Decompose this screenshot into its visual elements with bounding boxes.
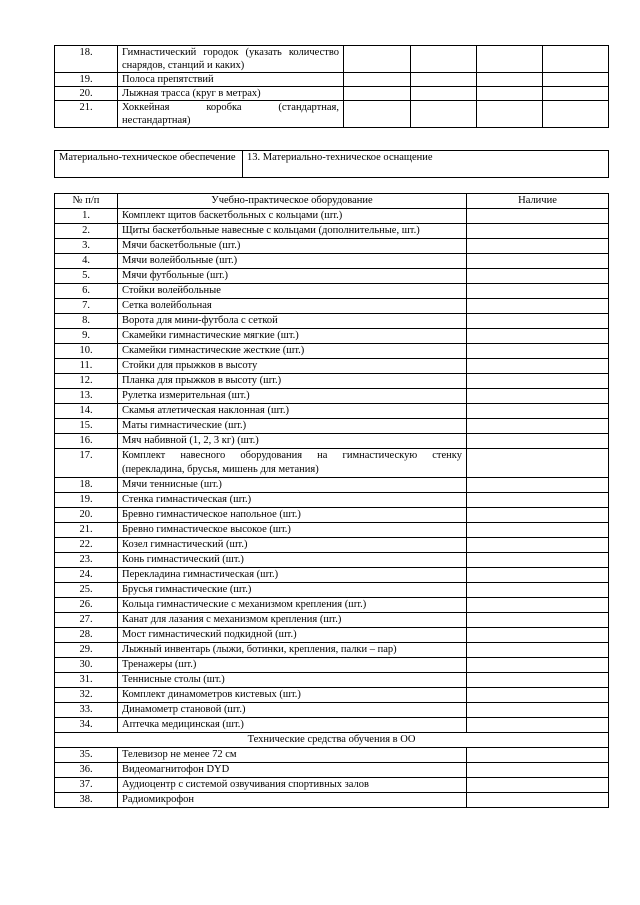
table-row: [55, 87, 609, 101]
row-number: 13.: [55, 389, 118, 404]
availability-cell: [467, 703, 609, 718]
table-row: [55, 748, 609, 763]
table-row: [55, 269, 609, 284]
availability-cell: [467, 688, 609, 703]
column-header-number: № п/п: [55, 194, 118, 209]
equipment-name: Брусья гимнастические (шт.): [118, 583, 467, 598]
table-row: [55, 344, 609, 359]
availability-cell: [467, 628, 609, 643]
row-number: 25.: [55, 583, 118, 598]
table-row: [55, 628, 609, 643]
row-number: 19.: [55, 73, 118, 87]
row-number: 30.: [55, 658, 118, 673]
availability-cell: [467, 299, 609, 314]
availability-cell: [467, 239, 609, 254]
availability-cell: [467, 344, 609, 359]
availability-cell: [467, 478, 609, 493]
equipment-name: Бревно гимнастическое напольное (шт.): [118, 508, 467, 523]
row-number: 26.: [55, 598, 118, 613]
table-row: [55, 538, 609, 553]
row-number: 18.: [55, 478, 118, 493]
equipment-name: Мячи футбольные (шт.): [118, 269, 467, 284]
equipment-name: Комплект динамометров кистевых (шт.): [118, 688, 467, 703]
availability-cell: [467, 643, 609, 658]
equipment-name: Сетка волейбольная: [118, 299, 467, 314]
row-number: 33.: [55, 703, 118, 718]
empty-cell: [477, 101, 543, 128]
empty-cell: [344, 73, 411, 87]
equipment-name: Мячи баскетбольные (шт.): [118, 239, 467, 254]
row-number: 3.: [55, 239, 118, 254]
table-row: [55, 583, 609, 598]
row-text: Гимнастический городок (указать количество снарядов, станций и каких): [118, 46, 344, 73]
table-row: [55, 568, 609, 583]
table-row: [55, 793, 609, 808]
availability-cell: [467, 568, 609, 583]
row-number: 14.: [55, 404, 118, 419]
availability-cell: [467, 673, 609, 688]
equipment-name: Динамометр становой (шт.): [118, 703, 467, 718]
section-category: Материально-техническое обеспечение: [55, 151, 243, 178]
row-number: 8.: [55, 314, 118, 329]
empty-cell: [344, 101, 411, 128]
table-row: [55, 658, 609, 673]
equipment-name: Скамейки гимнастические жесткие (шт.): [118, 344, 467, 359]
table-row: [55, 718, 609, 733]
availability-cell: [467, 329, 609, 344]
equipment-name: Ворота для мини-футбола с сеткой: [118, 314, 467, 329]
availability-cell: [467, 748, 609, 763]
empty-cell: [344, 87, 411, 101]
availability-cell: [467, 314, 609, 329]
availability-cell: [467, 598, 609, 613]
equipment-name: Скамья атлетическая наклонная (шт.): [118, 404, 467, 419]
empty-cell: [344, 46, 411, 73]
empty-cell: [411, 73, 477, 87]
equipment-name: Теннисные столы (шт.): [118, 673, 467, 688]
table-row: [55, 493, 609, 508]
availability-cell: [467, 553, 609, 568]
table-row: [55, 101, 609, 128]
equipment-name: Лыжный инвентарь (лыжи, ботинки, крепления, палки – пар): [118, 643, 467, 658]
table-row: [55, 359, 609, 374]
row-number: 21.: [55, 523, 118, 538]
row-number: 32.: [55, 688, 118, 703]
row-text: Хоккейная коробка (стандартная, нестандартная): [118, 101, 344, 128]
row-number: 22.: [55, 538, 118, 553]
row-number: 6.: [55, 284, 118, 299]
table-header-row: [55, 194, 609, 209]
table-row: [55, 299, 609, 314]
availability-cell: [467, 209, 609, 224]
empty-cell: [411, 46, 477, 73]
equipment-name: Комплект щитов баскетбольных с кольцами (шт.): [118, 209, 467, 224]
availability-cell: [467, 763, 609, 778]
table-row: [55, 389, 609, 404]
equipment-name: Стойки волейбольные: [118, 284, 467, 299]
availability-cell: [467, 583, 609, 598]
row-number: 4.: [55, 254, 118, 269]
row-number: 17.: [55, 449, 118, 478]
row-text: Полоса препятствий: [118, 73, 344, 87]
equipment-name: Аудиоцентр с системой озвучивания спортивных залов: [118, 778, 467, 793]
equipment-name: Козел гимнастический (шт.): [118, 538, 467, 553]
equipment-name: Скамейки гимнастические мягкие (шт.): [118, 329, 467, 344]
equipment-name: Перекладина гимнастическая (шт.): [118, 568, 467, 583]
availability-cell: [467, 538, 609, 553]
table-row: [55, 314, 609, 329]
table-row: [55, 778, 609, 793]
availability-cell: [467, 718, 609, 733]
row-number: 7.: [55, 299, 118, 314]
empty-cell: [477, 73, 543, 87]
column-header-availability: Наличие: [467, 194, 609, 209]
row-number: 15.: [55, 419, 118, 434]
table-row: [55, 449, 609, 478]
equipment-name: Конь гимнастический (шт.): [118, 553, 467, 568]
equipment-name: Мост гимнастический подкидной (шт.): [118, 628, 467, 643]
row-number: 10.: [55, 344, 118, 359]
row-number: 20.: [55, 87, 118, 101]
empty-cell: [543, 101, 609, 128]
equipment-name: Комплект навесного оборудования на гимнастическую стенку (перекладина, брусья, мишень для метания): [118, 449, 467, 478]
subsection-heading: Технические средства обучения в ОО: [55, 733, 609, 748]
availability-cell: [467, 613, 609, 628]
empty-cell: [543, 73, 609, 87]
section-title: 13. Материально-техническое оснащение: [243, 151, 609, 178]
availability-cell: [467, 284, 609, 299]
row-number: 37.: [55, 778, 118, 793]
empty-cell: [543, 46, 609, 73]
equipment-name: Мячи теннисные (шт.): [118, 478, 467, 493]
table-row: [55, 523, 609, 538]
table-row: [55, 553, 609, 568]
availability-cell: [467, 359, 609, 374]
equipment-name: Стойки для прыжков в высоту: [118, 359, 467, 374]
availability-cell: [467, 508, 609, 523]
table-row: [55, 478, 609, 493]
empty-cell: [411, 101, 477, 128]
table-row: [55, 434, 609, 449]
row-number: 24.: [55, 568, 118, 583]
row-number: 29.: [55, 643, 118, 658]
availability-cell: [467, 269, 609, 284]
empty-cell: [411, 87, 477, 101]
row-number: 20.: [55, 508, 118, 523]
equipment-name: Видеомагнитофон DYD: [118, 763, 467, 778]
availability-cell: [467, 404, 609, 419]
subsection-row: [55, 733, 609, 748]
table-row: [55, 151, 609, 178]
row-number: 9.: [55, 329, 118, 344]
row-number: 36.: [55, 763, 118, 778]
availability-cell: [467, 778, 609, 793]
equipment-name: Планка для прыжков в высоту (шт.): [118, 374, 467, 389]
equipment-name: Рулетка измерительная (шт.): [118, 389, 467, 404]
table-row: [55, 46, 609, 73]
equipment-name: Мячи волейбольные (шт.): [118, 254, 467, 269]
equipment-name: Аптечка медицинская (шт.): [118, 718, 467, 733]
equipment-name: Телевизор не менее 72 см: [118, 748, 467, 763]
table-row: [55, 673, 609, 688]
table-row: [55, 329, 609, 344]
empty-cell: [477, 46, 543, 73]
equipment-table: [54, 193, 609, 808]
table-row: [55, 404, 609, 419]
row-number: 27.: [55, 613, 118, 628]
equipment-name: Мяч набивной (1, 2, 3 кг) (шт.): [118, 434, 467, 449]
table-row: [55, 73, 609, 87]
row-number: 19.: [55, 493, 118, 508]
row-number: 38.: [55, 793, 118, 808]
equipment-name: Канат для лазания с механизмом крепления (шт.): [118, 613, 467, 628]
equipment-name: Щиты баскетбольные навесные с кольцами (дополнительные, шт.): [118, 224, 467, 239]
equipment-name: Маты гимнастические (шт.): [118, 419, 467, 434]
row-number: 16.: [55, 434, 118, 449]
equipment-name: Стенка гимнастическая (шт.): [118, 493, 467, 508]
table-row: [55, 224, 609, 239]
table-row: [55, 374, 609, 389]
equipment-name: Радиомикрофон: [118, 793, 467, 808]
table-row: [55, 688, 609, 703]
row-number: 5.: [55, 269, 118, 284]
table-row: [55, 254, 609, 269]
equipment-name: Кольца гимнастические с механизмом крепления (шт.): [118, 598, 467, 613]
availability-cell: [467, 493, 609, 508]
row-number: 28.: [55, 628, 118, 643]
table-row: [55, 613, 609, 628]
row-number: 34.: [55, 718, 118, 733]
row-number: 18.: [55, 46, 118, 73]
table-row: [55, 239, 609, 254]
table-row: [55, 419, 609, 434]
availability-cell: [467, 254, 609, 269]
table-row: [55, 508, 609, 523]
empty-cell: [477, 87, 543, 101]
table-row: [55, 598, 609, 613]
availability-cell: [467, 449, 609, 478]
empty-cell: [543, 87, 609, 101]
availability-cell: [467, 374, 609, 389]
facilities-table: [54, 45, 609, 128]
availability-cell: [467, 224, 609, 239]
row-number: 1.: [55, 209, 118, 224]
equipment-name: Тренажеры (шт.): [118, 658, 467, 673]
table-row: [55, 763, 609, 778]
row-number: 23.: [55, 553, 118, 568]
availability-cell: [467, 523, 609, 538]
row-number: 2.: [55, 224, 118, 239]
table-row: [55, 209, 609, 224]
availability-cell: [467, 419, 609, 434]
table-row: [55, 284, 609, 299]
row-number: 12.: [55, 374, 118, 389]
column-header-equipment: Учебно-практическое оборудование: [118, 194, 467, 209]
availability-cell: [467, 434, 609, 449]
availability-cell: [467, 793, 609, 808]
equipment-body: [55, 209, 609, 808]
equipment-name: Бревно гимнастическое высокое (шт.): [118, 523, 467, 538]
row-number: 21.: [55, 101, 118, 128]
availability-cell: [467, 389, 609, 404]
availability-cell: [467, 658, 609, 673]
table-row: [55, 703, 609, 718]
row-number: 31.: [55, 673, 118, 688]
row-number: 11.: [55, 359, 118, 374]
table-row: [55, 643, 609, 658]
row-text: Лыжная трасса (круг в метрах): [118, 87, 344, 101]
section-header-table: [54, 150, 609, 178]
row-number: 35.: [55, 748, 118, 763]
